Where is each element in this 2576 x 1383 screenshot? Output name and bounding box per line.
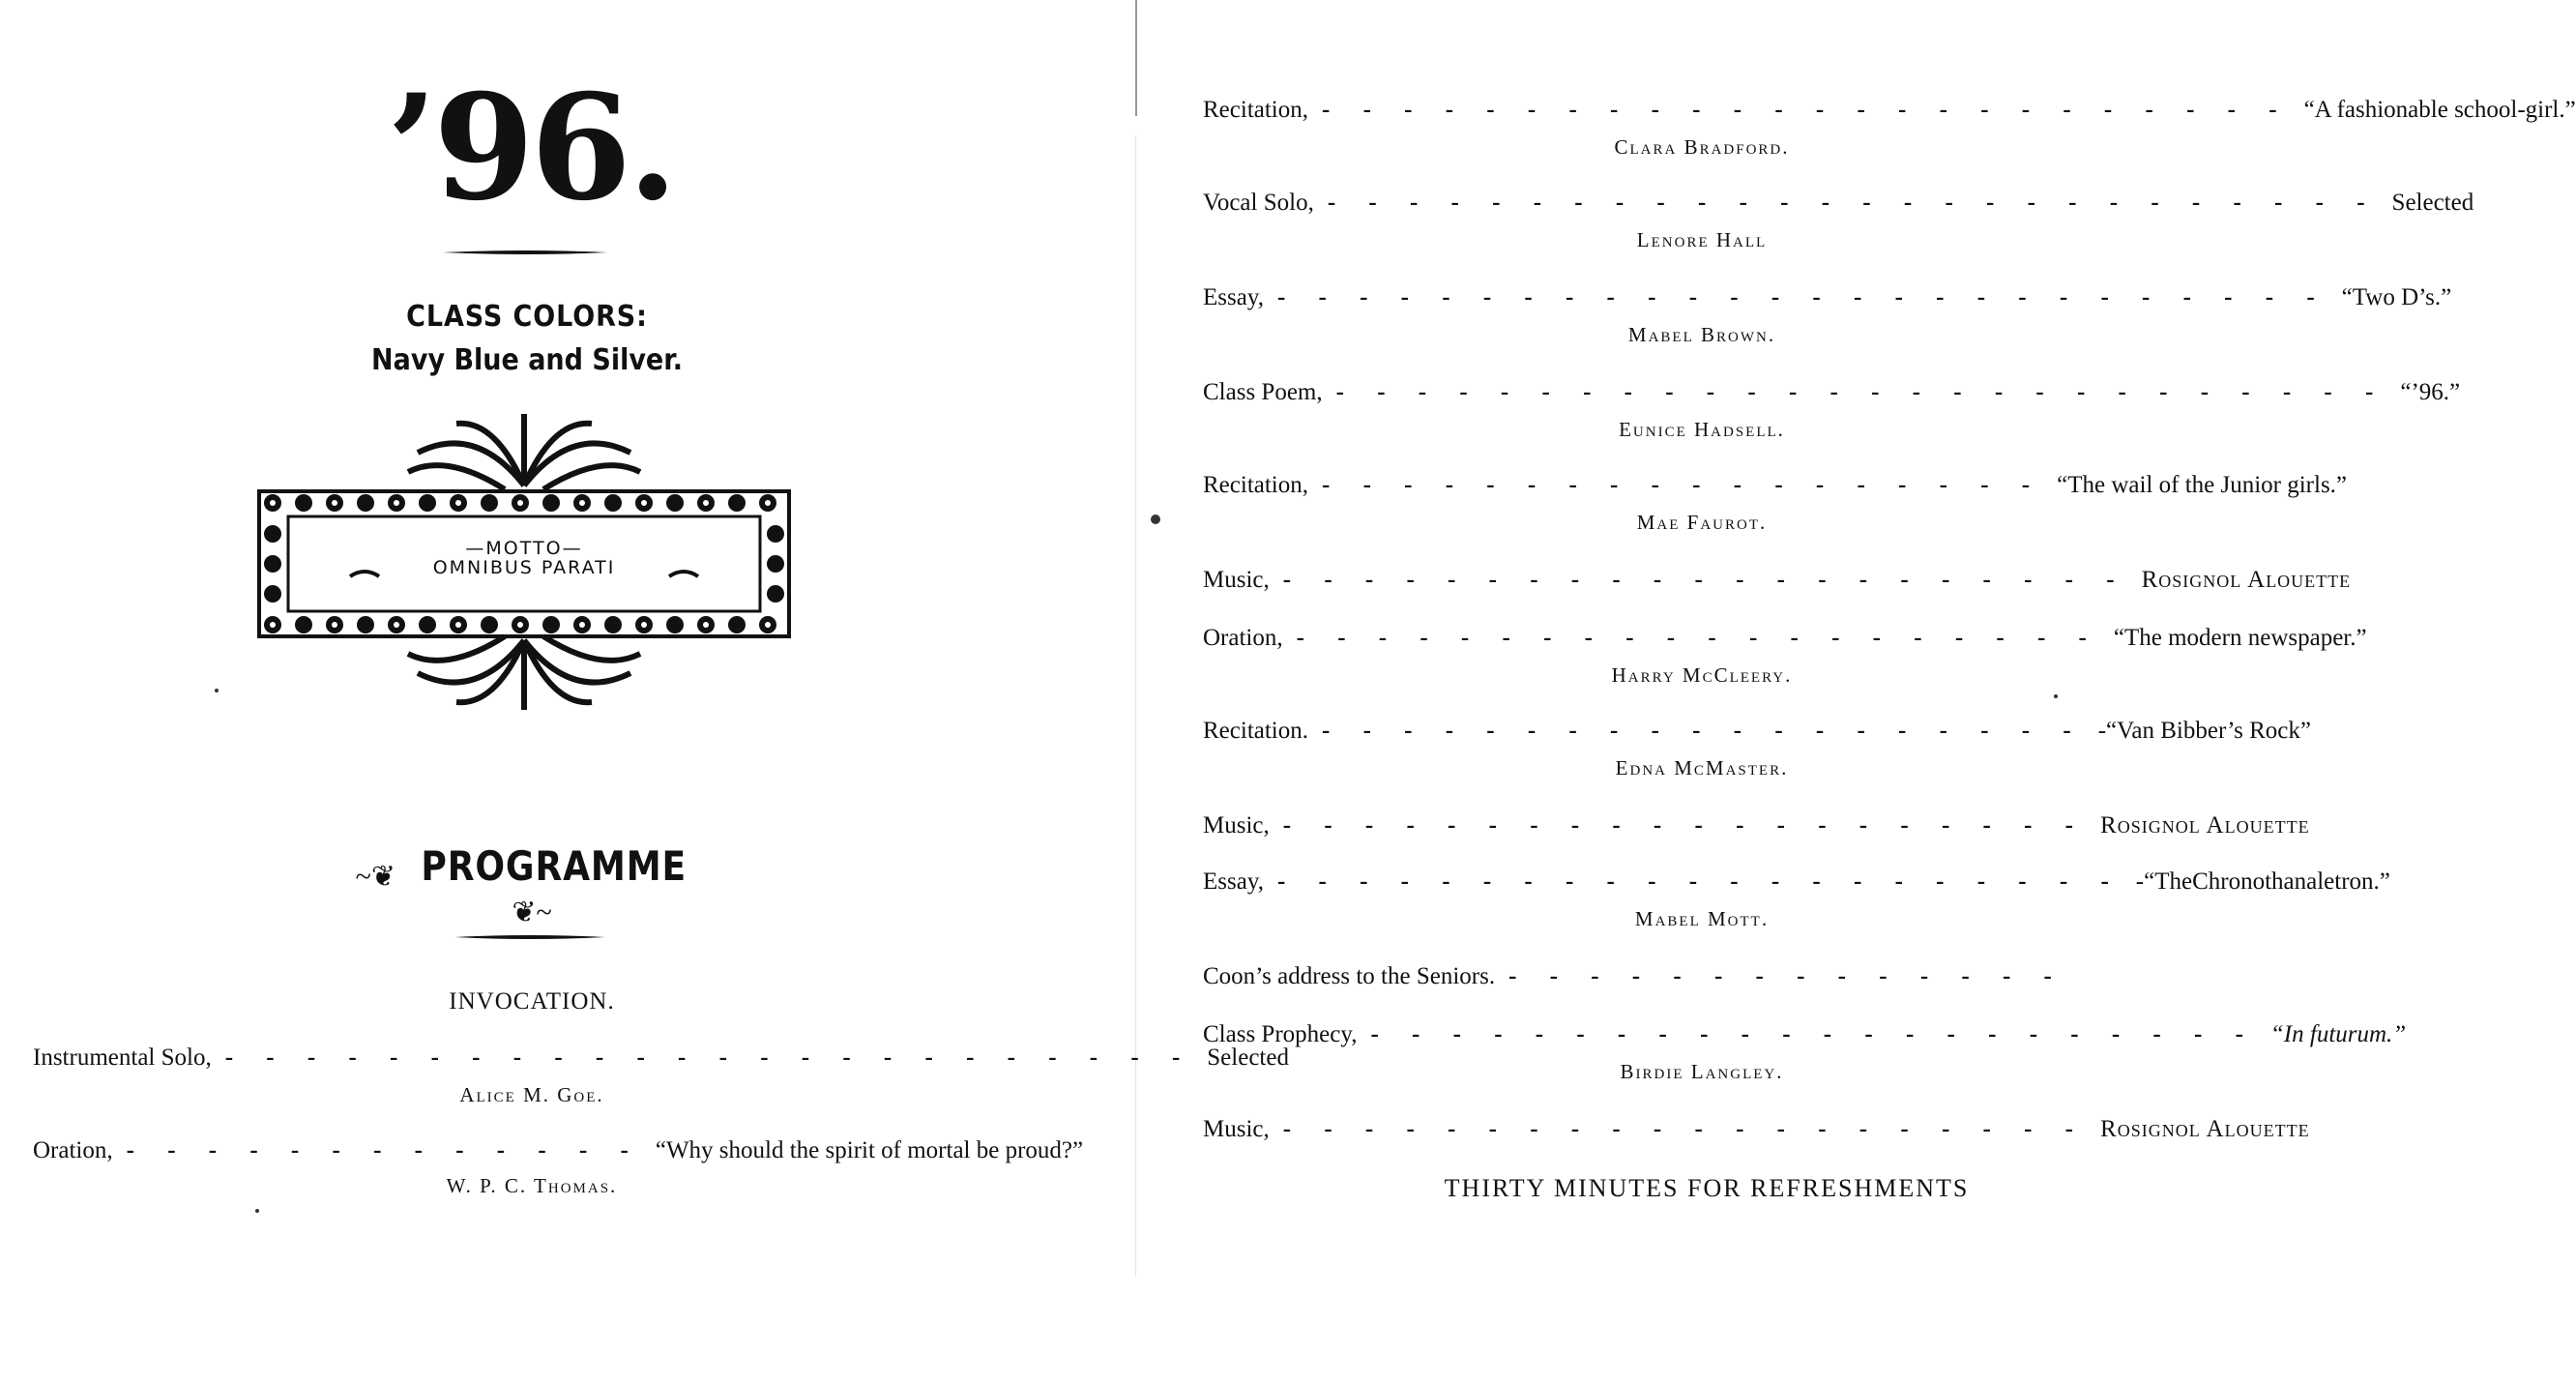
item-label: Recitation, — [1203, 97, 1308, 123]
class-colors-value: Navy Blue and Silver. — [371, 343, 683, 377]
dot-leader: - - - - - - - - - - - - - - - - - - - - - - - - - - — [1276, 284, 2328, 310]
dot-leader: - - - - - - - - - - - - - - - - - - - - - - - - - - — [1327, 190, 2379, 216]
programme-item — [1203, 963, 2203, 994]
scan-speck — [255, 1209, 259, 1213]
invocation: INVOCATION. — [449, 988, 615, 1015]
item-title: “Why should the spirit of mortal be proud?” — [655, 1137, 1084, 1163]
flourish-right-icon: ❦~ — [512, 897, 552, 928]
programme-item — [1203, 97, 2576, 128]
item-performer: Mabel Mott. — [1634, 907, 1770, 930]
item-performer: Clara Bradford. — [1614, 135, 1790, 159]
scan-speck — [215, 689, 219, 692]
item-performer: Harry McCleery. — [1611, 663, 1793, 687]
motto-label: —MOTTO— — [465, 538, 583, 559]
item-title: “Two D’s.” — [2341, 284, 2452, 310]
item-title: “The wail of the Junior girls.” — [2057, 472, 2348, 498]
item-title: Selected — [2391, 190, 2474, 216]
programme-underline-ornament — [454, 934, 605, 940]
item-label: Recitation. — [1203, 718, 1308, 744]
scan-speck — [1151, 515, 1160, 524]
programme-item — [1203, 567, 2352, 598]
item-performer: Alice M. Goe. — [459, 1083, 604, 1106]
item-label: Class Prophecy, — [1203, 1021, 1358, 1047]
dot-leader: - - - - - - - - - - - - - - - - - - - - - - - - — [1322, 97, 2291, 123]
item-title: Rosignol Alouette — [2100, 1116, 2310, 1142]
programme-item — [1203, 868, 2390, 899]
programme-item — [1203, 718, 2311, 749]
page-fold-shadow — [1135, 135, 1136, 1277]
item-performer: Mae Faurot. — [1636, 511, 1768, 534]
dot-leader: - - - - - - - - - - - - - - - - - - - - — [1282, 812, 2088, 839]
programme-item — [1203, 625, 2367, 656]
class-colors-title: CLASS COLORS: — [406, 300, 648, 334]
dot-leader: - - - - - - - - - - - - - - - - - - - - - — [1276, 868, 2122, 895]
item-label: Instrumental Solo, — [33, 1045, 212, 1071]
item-performer: Mabel Brown. — [1627, 323, 1776, 346]
dot-leader: - - - - - - - - - - - - - - - - - - - - — [1296, 625, 2100, 651]
programme-item — [1203, 1116, 2310, 1147]
dot-leader: - - - - - - - - - - - - - - — [1508, 963, 2065, 989]
dot-leader: - - - - - - - - - - - - - - - - - - - — [1322, 718, 2085, 744]
item-title: Selected — [1207, 1045, 1289, 1071]
page-fold — [1135, 0, 1137, 116]
dot-leader: - - - - - - - - - - - - - - - - - - - - - - — [1370, 1021, 2257, 1047]
programme-item — [33, 1137, 1084, 1168]
dot-leader: - - - - - - - - - - - - - - - - - - - - - - - - — [224, 1045, 1194, 1071]
programme-item — [33, 1045, 1289, 1075]
year-underline-ornament — [443, 250, 607, 255]
item-label: Vocal Solo, — [1203, 190, 1314, 216]
item-title: “’96.” — [2400, 379, 2461, 405]
dot-leader: - - - - - - - - - - - - - - - - - - - - - - - - - - — [1335, 379, 2387, 405]
closing-note: THIRTY MINUTES FOR REFRESHMENTS — [1444, 1174, 1970, 1202]
programme-item — [1203, 284, 2452, 315]
item-title: “In futurum.” — [2269, 1021, 2407, 1047]
item-title: Rosignol Alouette — [2141, 567, 2352, 593]
item-performer: Edna McMaster. — [1615, 756, 1789, 780]
item-label: Essay, — [1203, 284, 1264, 310]
item-label: Music, — [1203, 812, 1270, 839]
item-label: Music, — [1203, 1116, 1270, 1142]
item-title: “The modern newspaper.” — [2113, 625, 2367, 651]
item-label: Oration, — [33, 1137, 113, 1163]
programme-item — [1203, 472, 2348, 503]
dot-leader: - - - - - - - - - - - - - — [126, 1137, 642, 1163]
scan-speck — [2054, 694, 2058, 698]
programme-item — [1203, 812, 2310, 843]
item-title: “A fashionable school-girl.” — [2303, 97, 2576, 123]
dot-leader: - - - - - - - - - - - - - - - - - - — [1322, 472, 2044, 498]
item-performer: Birdie Langley. — [1620, 1060, 1784, 1083]
item-title: Rosignol Alouette — [2100, 812, 2310, 839]
programme-heading-text: PROGRAMME — [421, 842, 688, 890]
item-label: Coon’s address to the Seniors. — [1203, 963, 1496, 989]
item-performer: Lenore Hall — [1636, 228, 1768, 251]
programme-heading — [338, 838, 725, 928]
dot-leader: - - - - - - - - - - - - - - - - - - - - — [1282, 1116, 2088, 1142]
item-title: -“TheChronothanaletron.” — [2135, 868, 2390, 895]
programme-item — [1203, 379, 2461, 410]
flourish-left-icon: ~❦ — [355, 860, 395, 893]
item-label: Class Poem, — [1203, 379, 1323, 405]
programme-item — [1203, 1021, 2407, 1052]
motto-text: OMNIBUS PARATI — [432, 557, 616, 578]
item-title: -“Van Bibber’s Rock” — [2097, 718, 2311, 744]
item-label: Music, — [1203, 567, 1270, 593]
item-label: Essay, — [1203, 868, 1264, 895]
item-label: Recitation, — [1203, 472, 1308, 498]
item-performer: W. P. C. Thomas. — [446, 1174, 618, 1197]
programme-item — [1203, 190, 2474, 221]
item-performer: Eunice Hadsell. — [1619, 418, 1785, 441]
dot-leader: - - - - - - - - - - - - - - - - - - - - - — [1282, 567, 2128, 593]
item-label: Oration, — [1203, 625, 1283, 651]
class-year: ’96. — [387, 63, 675, 233]
